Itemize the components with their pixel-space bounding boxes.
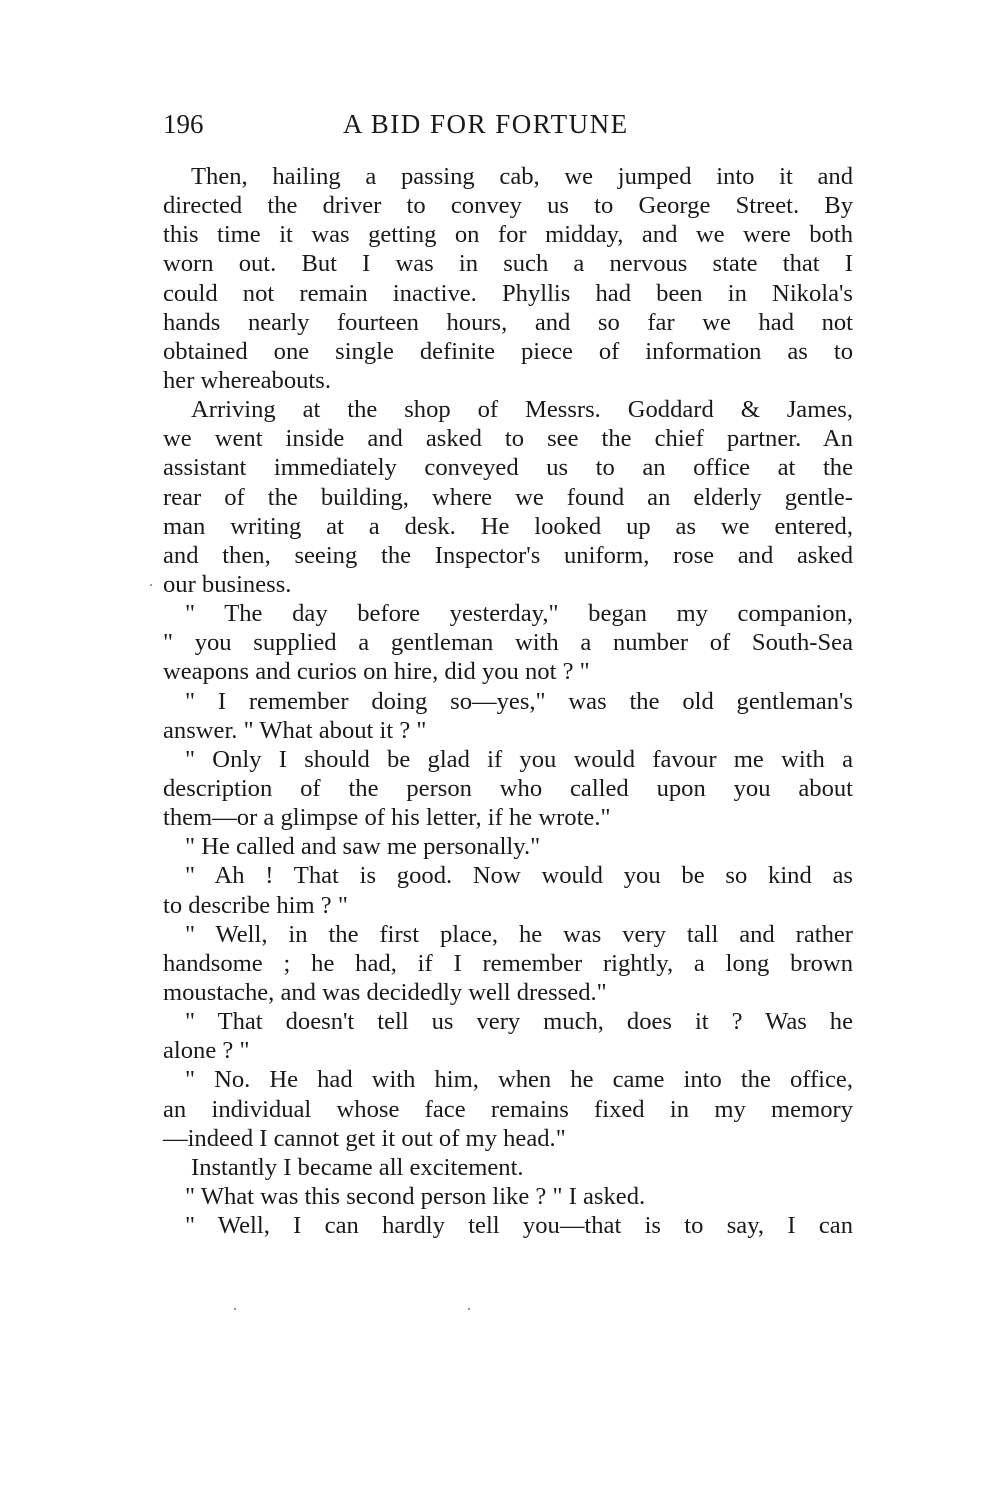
- text-line: and then, seeing the Inspector's uniform, rose and asked: [163, 541, 853, 569]
- text-line: them—or a glimpse of his letter, if he wrote.": [163, 804, 611, 832]
- text-line: to describe him ? ": [163, 891, 348, 919]
- text-line: " No. He had with him, when he came into the office,: [185, 1066, 853, 1094]
- running-title: A BID FOR FORTUNE: [343, 109, 629, 139]
- text-line: directed the driver to convey us to George Street. By: [163, 192, 853, 220]
- text-line: we went inside and asked to see the chief partner. An: [163, 425, 853, 453]
- text-line: hands nearly fourteen hours, and so far we had not: [163, 308, 853, 336]
- page-header: [163, 104, 853, 144]
- text-line: description of the person who called upon you about: [163, 774, 853, 802]
- print-speck: [468, 1308, 470, 1310]
- print-speck: [150, 584, 152, 586]
- text-line: " He called and saw me personally.": [185, 833, 541, 861]
- print-speck: [234, 1308, 236, 1310]
- text-line: this time it was getting on for midday, and we were both: [163, 221, 853, 249]
- text-line: her whereabouts.: [163, 366, 331, 394]
- text-line: " That doesn't tell us very much, does it ? Was he: [185, 1008, 853, 1036]
- body-text: [163, 162, 853, 1240]
- text-line: worn out. But I was in such a nervous state that I: [163, 250, 853, 278]
- text-line: alone ? ": [163, 1037, 250, 1065]
- text-line: Instantly I became all excitement.: [191, 1153, 524, 1181]
- text-line: man writing at a desk. He looked up as we entered,: [163, 512, 853, 540]
- text-line: our business.: [163, 570, 292, 598]
- text-line: " Well, I can hardly tell you—that is to say, I can: [185, 1212, 853, 1240]
- text-line: moustache, and was decidedly well dressed.": [163, 978, 607, 1006]
- page-number: 196: [163, 109, 204, 139]
- text-line: answer. " What about it ? ": [163, 716, 427, 744]
- text-line: obtained one single definite piece of information as to: [163, 337, 853, 365]
- text-line: weapons and curios on hire, did you not ? ": [163, 658, 590, 686]
- text-line: " Well, in the first place, he was very tall and rather: [185, 920, 853, 948]
- text-line: " Ah ! That is good. Now would you be so kind as: [185, 862, 853, 890]
- text-line: Arriving at the shop of Messrs. Goddard & James,: [191, 396, 853, 424]
- text-line: " The day before yesterday," began my companion,: [185, 600, 853, 628]
- text-line: handsome ; he had, if I remember rightly, a long brown: [163, 949, 853, 977]
- text-line: " I remember doing so—yes," was the old gentleman's: [185, 687, 853, 715]
- text-line: assistant immediately conveyed us to an office at the: [163, 454, 853, 482]
- text-line: could not remain inactive. Phyllis had been in Nikola's: [163, 279, 853, 307]
- text-line: an individual whose face remains fixed in my memory: [163, 1095, 853, 1123]
- text-line: " What was this second person like ? " I asked.: [185, 1182, 646, 1210]
- text-line: —indeed I cannot get it out of my head.": [163, 1124, 566, 1152]
- text-line: " you supplied a gentleman with a number of South-Sea: [163, 629, 853, 657]
- text-line: Then, hailing a passing cab, we jumped into it and: [191, 163, 853, 190]
- text-line: rear of the building, where we found an elderly gentle-: [163, 483, 853, 511]
- text-line: " Only I should be glad if you would favour me with a: [185, 745, 853, 773]
